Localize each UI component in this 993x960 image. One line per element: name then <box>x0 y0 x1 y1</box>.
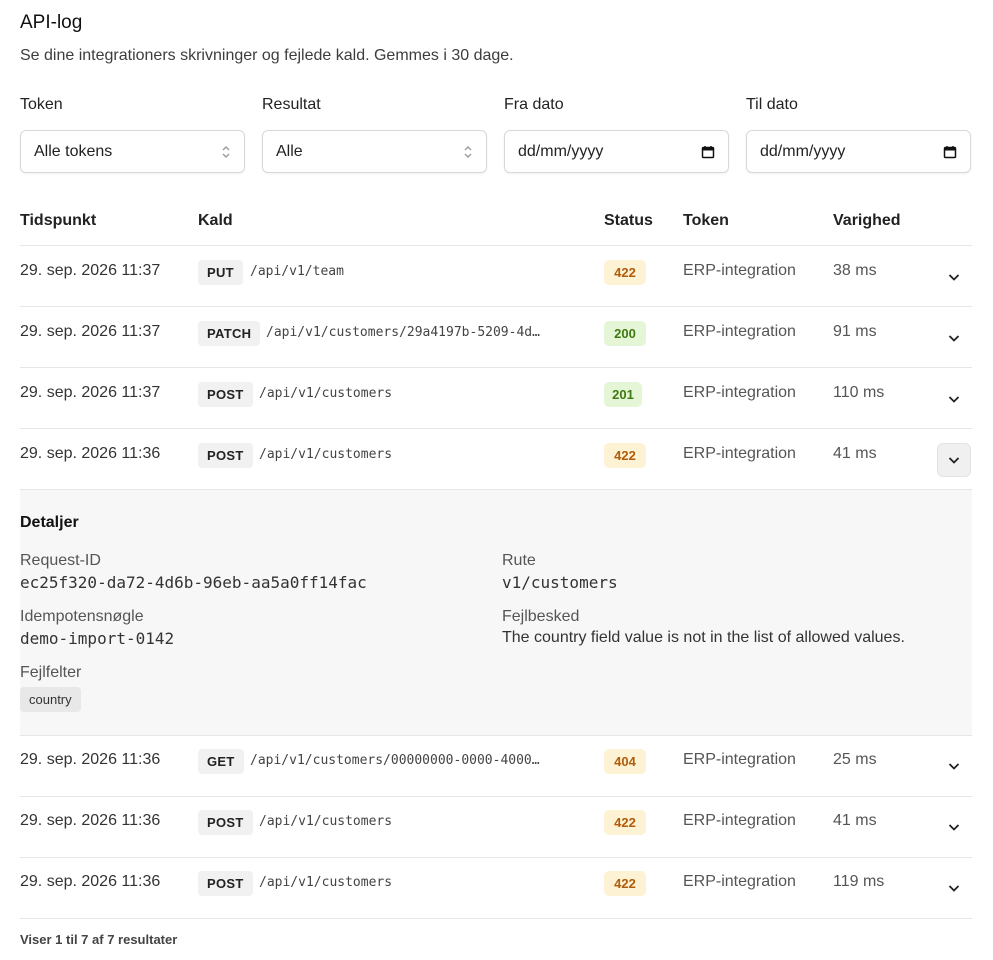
route-label: Rute <box>502 552 536 569</box>
column-header-time: Tidspunkt <box>20 212 97 229</box>
row-duration: 38 ms <box>833 262 877 279</box>
expand-button[interactable] <box>937 260 971 294</box>
calendar-icon[interactable] <box>701 145 715 159</box>
row-token: ERP-integration <box>683 262 796 279</box>
collapse-button[interactable] <box>937 443 971 477</box>
row-time: 29. sep. 2026 11:36 <box>20 751 161 768</box>
method-badge: POST <box>198 810 253 835</box>
request-id-label: Request-ID <box>20 552 101 569</box>
method-badge: POST <box>198 443 253 468</box>
expand-button[interactable] <box>937 321 971 355</box>
chevron-down-icon <box>947 272 961 282</box>
expand-button[interactable] <box>937 810 971 844</box>
row-path: /api/v1/customers/00000000-0000-4000… <box>250 753 540 768</box>
chevron-down-icon <box>947 394 961 404</box>
table-row[interactable] <box>0 307 993 368</box>
details-panel <box>20 490 972 735</box>
row-path: /api/v1/customers <box>259 814 393 829</box>
row-duration: 41 ms <box>833 445 877 462</box>
row-time: 29. sep. 2026 11:37 <box>20 323 161 340</box>
row-path: /api/v1/customers/29a4197b-5209-4d… <box>266 325 540 340</box>
idempotency-label: Idempotensnøgle <box>20 608 144 625</box>
result-filter <box>262 96 487 173</box>
to-date-filter <box>746 96 971 173</box>
token-filter <box>20 96 245 173</box>
idempotency-value: demo-import-0142 <box>20 629 175 648</box>
select-arrows-icon <box>221 144 231 160</box>
pagination-summary: Viser 1 til 7 af 7 resultater <box>20 932 178 947</box>
row-token: ERP-integration <box>683 873 796 890</box>
method-badge: PUT <box>198 260 243 285</box>
from-date-input[interactable] <box>504 130 729 173</box>
error-message-value: The country field value is not in the list of allowed values. <box>502 629 905 646</box>
row-time: 29. sep. 2026 11:37 <box>20 384 161 401</box>
column-header-status: Status <box>604 212 653 229</box>
from-date-placeholder: dd/mm/yyyy <box>518 142 604 160</box>
chevron-down-icon <box>947 822 961 832</box>
select-arrows-icon <box>463 144 473 160</box>
from-date-label: Fra dato <box>504 96 564 113</box>
column-header-token: Token <box>683 212 729 229</box>
row-token: ERP-integration <box>683 751 796 768</box>
status-badge: 422 <box>604 443 646 468</box>
calendar-icon[interactable] <box>943 145 957 159</box>
token-select[interactable] <box>20 130 245 173</box>
row-path: /api/v1/customers <box>259 447 393 462</box>
error-fields-label: Fejlfelter <box>20 664 82 681</box>
row-path: /api/v1/customers <box>259 386 393 401</box>
status-badge: 422 <box>604 260 646 285</box>
expand-button[interactable] <box>937 749 971 783</box>
error-message-label: Fejlbesked <box>502 608 580 625</box>
method-badge: POST <box>198 871 253 896</box>
expand-button[interactable] <box>937 382 971 416</box>
table-row[interactable] <box>0 246 993 307</box>
row-time: 29. sep. 2026 11:36 <box>20 873 161 890</box>
column-header-call: Kald <box>198 212 233 229</box>
status-badge: 404 <box>604 749 646 774</box>
table-row-expanded[interactable] <box>0 429 993 490</box>
request-id-value: ec25f320-da72-4d6b-96eb-aa5a0ff14fac <box>20 573 367 592</box>
row-time: 29. sep. 2026 11:36 <box>20 445 161 462</box>
result-select[interactable] <box>262 130 487 173</box>
row-token: ERP-integration <box>683 445 796 462</box>
table-row[interactable] <box>0 735 993 796</box>
row-duration: 25 ms <box>833 751 877 768</box>
row-duration: 119 ms <box>833 873 885 890</box>
details-title: Detaljer <box>20 514 79 531</box>
chevron-down-icon <box>947 333 961 343</box>
row-duration: 91 ms <box>833 323 877 340</box>
expand-button[interactable] <box>937 871 971 905</box>
method-badge: GET <box>198 749 244 774</box>
table-row[interactable] <box>0 368 993 429</box>
chevron-down-icon <box>947 761 961 771</box>
row-token: ERP-integration <box>683 384 796 401</box>
status-badge: 201 <box>604 382 642 407</box>
method-badge: PATCH <box>198 321 260 346</box>
row-duration: 41 ms <box>833 812 877 829</box>
row-path: /api/v1/customers <box>259 875 393 890</box>
column-header-duration: Varighed <box>833 212 901 229</box>
token-select-value: Alle tokens <box>34 142 113 160</box>
route-value: v1/customers <box>502 573 618 592</box>
result-select-value: Alle <box>276 142 303 160</box>
chevron-down-icon <box>947 455 961 465</box>
from-date-filter <box>504 96 729 173</box>
method-badge: POST <box>198 382 253 407</box>
to-date-input[interactable] <box>746 130 971 173</box>
result-filter-label: Resultat <box>262 96 321 113</box>
status-badge: 422 <box>604 871 646 896</box>
page-subtitle: Se dine integrationers skrivninger og fejlede kald. Gemmes i 30 dage. <box>20 47 514 64</box>
row-token: ERP-integration <box>683 812 796 829</box>
row-path: /api/v1/team <box>250 264 344 279</box>
to-date-placeholder: dd/mm/yyyy <box>760 142 846 160</box>
error-field-chip: country <box>20 687 81 712</box>
row-time: 29. sep. 2026 11:36 <box>20 812 161 829</box>
chevron-down-icon <box>947 883 961 893</box>
row-time: 29. sep. 2026 11:37 <box>20 262 161 279</box>
to-date-label: Til dato <box>746 96 798 113</box>
status-badge: 422 <box>604 810 646 835</box>
row-token: ERP-integration <box>683 323 796 340</box>
row-duration: 110 ms <box>833 384 885 401</box>
table-row[interactable] <box>0 857 993 918</box>
divider <box>20 918 972 919</box>
table-row[interactable] <box>0 796 993 857</box>
status-badge: 200 <box>604 321 646 346</box>
page-title: API-log <box>20 12 83 33</box>
token-filter-label: Token <box>20 96 63 113</box>
